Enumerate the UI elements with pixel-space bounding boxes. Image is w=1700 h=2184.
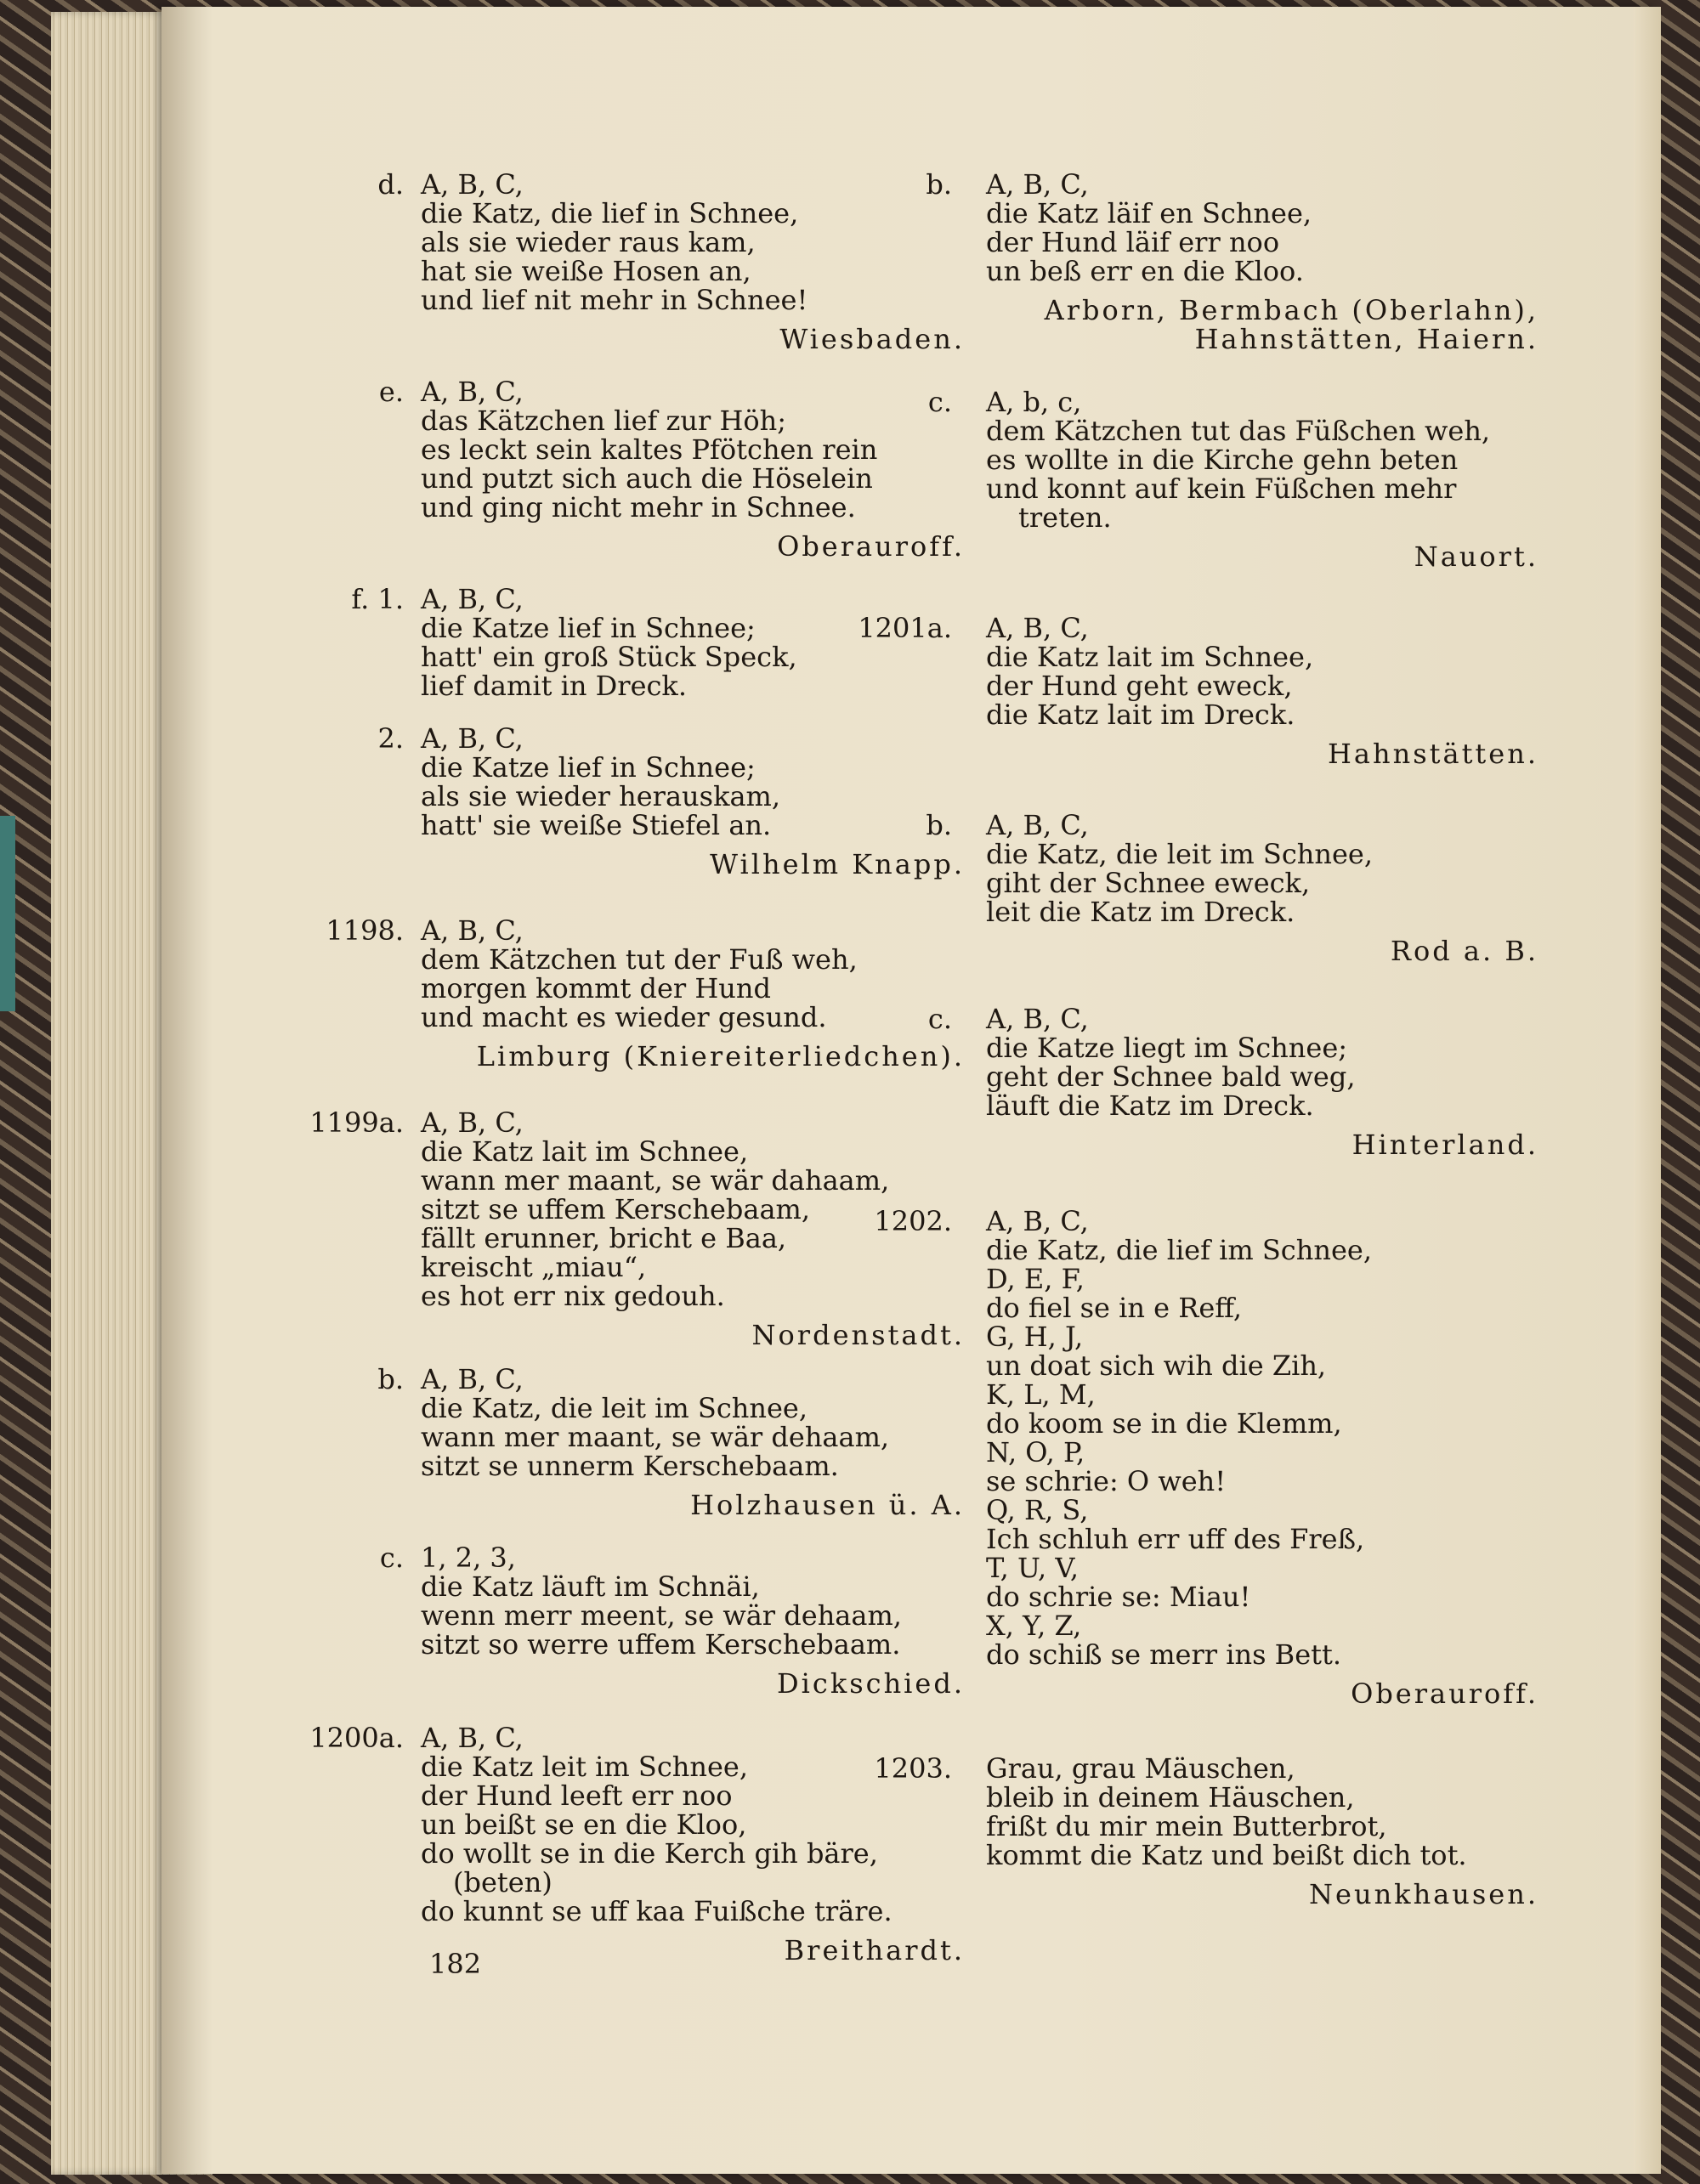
entry-label: f. 1. bbox=[351, 583, 404, 615]
place-name: Rod a. B. bbox=[1390, 935, 1538, 967]
entry-label: 1202. bbox=[874, 1205, 952, 1237]
verse-line: un doat sich wih die Zih, bbox=[986, 1349, 1327, 1382]
verse-line: giht der Schnee eweck, bbox=[986, 867, 1311, 899]
verse-line: A, B, C, bbox=[421, 376, 524, 408]
verse-line: als sie wieder herauskam, bbox=[421, 780, 781, 812]
entry-label: b. bbox=[926, 809, 952, 841]
verse-line: A, B, C, bbox=[421, 1363, 524, 1395]
next-page-edge bbox=[1634, 7, 1661, 2174]
poem-entry bbox=[858, 612, 1538, 770]
verse-line: A, B, C, bbox=[421, 583, 524, 615]
entry-label: 1203. bbox=[874, 1752, 952, 1785]
poem-entry bbox=[377, 722, 965, 880]
entry-label: 1198. bbox=[326, 914, 404, 947]
verse-line: die Katze liegt im Schnee; bbox=[986, 1032, 1348, 1064]
verse-line: es leckt sein kaltes Pfötchen rein bbox=[421, 433, 878, 466]
verse-line: und putzt sich auch die Höselein bbox=[421, 462, 873, 495]
verse-line: leit die Katz im Dreck. bbox=[986, 896, 1295, 928]
place-name: Hinterland. bbox=[1352, 1129, 1538, 1161]
verse-line: die Katz läif en Schnee, bbox=[986, 197, 1312, 229]
entry-label: b. bbox=[926, 168, 952, 201]
verse-line: do fiel se in e Reff, bbox=[986, 1292, 1243, 1324]
verse-line: A, B, C, bbox=[986, 612, 1089, 644]
verse-line: bleib in deinem Häuschen, bbox=[986, 1781, 1355, 1813]
verse-line: frißt du mir mein Butterbrot, bbox=[986, 1810, 1387, 1842]
verse-line: hat sie weiße Hosen an, bbox=[421, 255, 751, 287]
verse-line: der Hund leeft err noo bbox=[421, 1779, 733, 1812]
place-name: Oberauroff. bbox=[1351, 1678, 1538, 1710]
verse-line: A, B, C, bbox=[421, 168, 524, 201]
poem-entry bbox=[874, 1205, 1538, 1710]
verse-line: als sie wieder raus kam, bbox=[421, 226, 756, 258]
verse-line: die Katz, die lief im Schnee, bbox=[986, 1234, 1372, 1266]
poem-entry bbox=[379, 1542, 965, 1700]
verse-line: der Hund geht eweck, bbox=[986, 670, 1293, 702]
place-name: Wilhelm Knapp. bbox=[710, 848, 965, 880]
place-name: Dickschied. bbox=[777, 1667, 965, 1700]
verse-line: A, B, C, bbox=[421, 722, 524, 755]
place-name: Limburg (Kniereiterliedchen). bbox=[476, 1040, 965, 1072]
verse-line: die Katz lait im Schnee, bbox=[986, 641, 1314, 673]
verse-line: se schrie: O weh! bbox=[986, 1465, 1227, 1497]
verse-line: sitzt se unnerm Kerschebaam. bbox=[421, 1450, 839, 1482]
left-column bbox=[309, 168, 965, 1966]
verse-line: die Katz leit im Schnee, bbox=[421, 1751, 748, 1783]
verse-line: A, B, C, bbox=[986, 168, 1089, 201]
entry-label: 1200a. bbox=[309, 1722, 404, 1754]
place-name: Hahnstätten. bbox=[1328, 738, 1538, 770]
entry-label: d. bbox=[377, 168, 404, 201]
verse-line: sitzt so werre uffem Kerschebaam. bbox=[421, 1628, 901, 1661]
entry-label: c. bbox=[379, 1542, 404, 1574]
verse-line: Grau, grau Mäuschen, bbox=[986, 1752, 1295, 1785]
verse-line: do kunnt se uff kaa Fuißche träre. bbox=[421, 1895, 892, 1927]
verse-line: es wollte in die Kirche gehn beten bbox=[986, 444, 1459, 476]
verse-line: A, B, C, bbox=[421, 914, 524, 947]
verse-line: lief damit in Dreck. bbox=[421, 670, 687, 702]
place-name: Holzhausen ü. A. bbox=[690, 1489, 965, 1521]
entry-label: b. bbox=[377, 1363, 404, 1395]
verse-line: treten. bbox=[1018, 501, 1112, 534]
verse-line: die Katze lief in Schnee; bbox=[421, 612, 756, 644]
verse-line: N, O, P, bbox=[986, 1436, 1085, 1468]
verse-line: A, B, C, bbox=[421, 1106, 524, 1139]
verse-line: und ging nicht mehr in Schnee. bbox=[421, 491, 856, 523]
place-name: Breithardt. bbox=[784, 1934, 965, 1966]
place-name: Arborn, Bermbach (Oberlahn), Hahnstätten, Haiern. bbox=[1044, 294, 1538, 355]
verse-line: und lief nit mehr in Schnee! bbox=[421, 284, 808, 316]
verse-line: die Katz, die leit im Schnee, bbox=[421, 1392, 808, 1424]
verse-line: und macht es wieder gesund. bbox=[421, 1001, 827, 1033]
verse-line: fällt erunner, bricht e Baa, bbox=[421, 1222, 787, 1254]
verse-line: sitzt se uffem Kerschebaam, bbox=[421, 1193, 811, 1225]
poem-entry bbox=[926, 809, 1538, 967]
place-name: Oberauroff. bbox=[777, 530, 965, 563]
verse-line: dem Kätzchen tut der Fuß weh, bbox=[421, 943, 858, 976]
verse-line: do wollt se in die Kerch gih bäre, bbox=[421, 1837, 878, 1870]
verse-line: G, H, J, bbox=[986, 1321, 1084, 1353]
verse-line: der Hund läif err noo bbox=[986, 226, 1280, 258]
place-name: Nauort. bbox=[1414, 540, 1538, 573]
verse-line: A, B, C, bbox=[986, 809, 1089, 841]
poem-entry bbox=[874, 1752, 1538, 1910]
verse-line: es hot err nix gedouh. bbox=[421, 1280, 725, 1312]
verse-line: die Katz, die lief in Schnee, bbox=[421, 197, 799, 229]
page-number: 182 bbox=[429, 1948, 482, 1980]
verse-line: A, B, C, bbox=[986, 1205, 1089, 1237]
verse-line: Ich schluh err uff des Freß, bbox=[986, 1523, 1365, 1555]
verse-line: läuft die Katz im Dreck. bbox=[986, 1089, 1314, 1122]
verse-line: un beß err en die Kloo. bbox=[986, 255, 1304, 287]
verse-line: A, b, c, bbox=[986, 386, 1082, 418]
verse-line: die Katz, die leit im Schnee, bbox=[986, 838, 1373, 870]
verse-line: die Katz lait im Dreck. bbox=[986, 699, 1295, 731]
place-name: Nordenstadt. bbox=[751, 1319, 965, 1351]
verse-line: die Katz läuft im Schnäi, bbox=[421, 1570, 760, 1603]
poem-entry bbox=[326, 914, 965, 1072]
entry-label: 1201a. bbox=[858, 612, 952, 644]
verse-line: A, B, C, bbox=[986, 1003, 1089, 1035]
verse-line: 1, 2, 3, bbox=[421, 1542, 516, 1574]
verse-line: das Kätzchen lief zur Höh; bbox=[421, 405, 787, 437]
verse-line: Q, R, S, bbox=[986, 1494, 1089, 1526]
entry-label: 2. bbox=[377, 722, 404, 755]
verse-line: hatt' ein groß Stück Speck, bbox=[421, 641, 797, 673]
place-name: Wiesbaden. bbox=[779, 323, 965, 355]
verse-line: do koom se in die Klemm, bbox=[986, 1407, 1342, 1440]
verse-line: morgen kommt der Hund bbox=[421, 972, 771, 1004]
verse-line: A, B, C, bbox=[421, 1722, 524, 1754]
verse-line: geht der Schnee bald weg, bbox=[986, 1061, 1356, 1093]
verse-line: hatt' sie weiße Stiefel an. bbox=[421, 809, 772, 841]
gutter-shadow bbox=[162, 7, 212, 2174]
poem-entry bbox=[927, 386, 1538, 573]
verse-line: wann mer maant, se wär dahaam, bbox=[421, 1164, 890, 1197]
verse-line: kreischt „miau“, bbox=[421, 1251, 647, 1283]
verse-line: do schiß se merr ins Bett. bbox=[986, 1638, 1342, 1671]
cover-color-mark bbox=[0, 816, 15, 1011]
verse-line: D, E, F, bbox=[986, 1263, 1085, 1295]
entry-label: c. bbox=[927, 1003, 952, 1035]
entry-label: 1199a. bbox=[309, 1106, 404, 1139]
place-name: Neunkhausen. bbox=[1309, 1878, 1538, 1910]
verse-line: wann mer maant, se wär dehaam, bbox=[421, 1421, 890, 1453]
entry-label: c. bbox=[927, 386, 952, 418]
verse-line: K, L, M, bbox=[986, 1378, 1096, 1411]
poem-entry bbox=[927, 1003, 1538, 1161]
verse-line: wenn merr meent, se wär dehaam, bbox=[421, 1599, 902, 1632]
verse-line: und konnt auf kein Füßchen mehr bbox=[986, 472, 1457, 505]
poem-entry bbox=[377, 1363, 965, 1521]
verse-line: kommt die Katz und beißt dich tot. bbox=[986, 1839, 1467, 1871]
verse-line: die Katz lait im Schnee, bbox=[421, 1135, 749, 1168]
verse-line: do schrie se: Miau! bbox=[986, 1581, 1251, 1613]
verse-line: T, U, V, bbox=[986, 1552, 1080, 1584]
poem-entry bbox=[926, 168, 1538, 355]
entry-label: e. bbox=[378, 376, 404, 408]
verse-line: die Katze lief in Schnee; bbox=[421, 751, 756, 784]
verse-line: un beißt se en die Kloo, bbox=[421, 1808, 747, 1841]
verse-line: (beten) bbox=[453, 1866, 552, 1898]
verse-line: X, Y, Z, bbox=[986, 1610, 1082, 1642]
verse-line: dem Kätzchen tut das Füßchen weh, bbox=[986, 415, 1491, 447]
